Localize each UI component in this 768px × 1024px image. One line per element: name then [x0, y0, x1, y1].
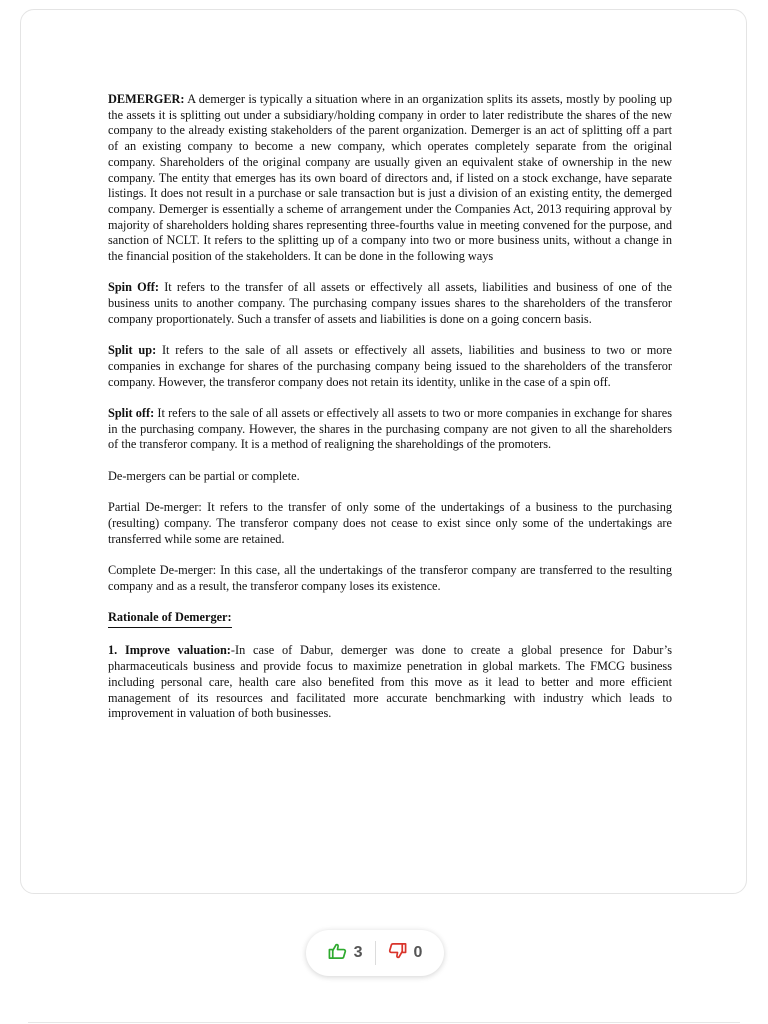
split-up-title: Split up:	[108, 343, 157, 358]
spin-off-paragraph	[108, 280, 672, 327]
partial-or-complete-paragraph: De-mergers can be partial or complete.	[108, 468, 300, 483]
partial-demerger-paragraph: Partial De-merger: It refers to the transfer of only some of the undertakings of a business to the purchasing (resulting) company. The transferor company does not cease to exist since only some of the undertakings are transferred while some are retained.	[108, 500, 672, 546]
spin-off-title: Spin Off:	[108, 280, 159, 295]
demerger-title: DEMERGER:	[108, 92, 185, 106]
upvote-count: 3	[353, 944, 363, 961]
rationale-heading-paragraph	[108, 610, 672, 628]
rationale-heading: Rationale of Demerger:	[108, 610, 232, 628]
improve-valuation-text: -In case of Dabur, demerger was done to create a global presence for Dabur’s pharmaceuticals business and provide focus to maximize penetration in global markets. The FMCG business including personal care, health care also benefited from this move as it lead to better and more efficient management of its resources and facilitated more accurate benchmarking with industry which leads to improvement in valuation of both businesses.	[108, 643, 672, 721]
bottom-divider	[28, 1022, 740, 1023]
vote-widget	[306, 930, 444, 976]
document-body	[108, 92, 672, 738]
downvote-button[interactable]	[376, 942, 435, 965]
spin-off-text: It refers to the transfer of all assets or effectively all assets, liabilities and business of one of the business units to another company. The purchasing company issues shares to the shareholders of the transferor company proportionately. Such a transfer of assets and liabilities is done on a going concern basis.	[108, 280, 673, 326]
split-off-paragraph	[108, 406, 672, 453]
split-off-title: Split off:	[108, 406, 155, 421]
thumbs-up-icon	[328, 942, 347, 965]
split-up-text: It refers to the sale of all assets or effectively all assets, liabilities and business to two or more companies in exchange for shares of the purchasing company being issued to the shareholders of the transferor company. However, the transferor company does not retain its identity, unlike in the case of a spin off.	[108, 343, 672, 389]
complete-demerger-paragraph: Complete De-merger: In this case, all the undertakings of the transferor company are transferred to the resulting company and as a result, the transferor company loses its existence.	[108, 563, 672, 593]
demerger-text: A demerger is typically a situation where in an organization splits its assets, mostly by pooling up the assets it is splitting out under a subsidiary/holding company in order to later redistribute the shares of the new company to the already existing stakeholders of the parent organization. Demerger is an act of splitting off a part of an existing company to become a new company, which operates completely separate from the original company. Shareholders of the original company are usually given an equivalent stake of ownership in the new company. The entity that emerges has its own board of directors and, if listed on a stock exchange, have separate listings. It does not result in a purchase or sale transaction but is just a division of an existing entity, the demerged company. Demerger is essentially a scheme of arrangement under the Companies Act, 2013 requiring approval by majority of shareholders holding shares representing three-fourths value in meeting convened for the purpose, and sanction of NCLT. It refers to the splitting up of a company into two or more business units, without a change in the financial position of the stakeholders. It can be done in the following ways	[108, 92, 672, 264]
demerger-paragraph	[108, 92, 672, 265]
split-up-paragraph	[108, 343, 672, 390]
thumbs-down-icon	[388, 942, 407, 965]
split-off-text: It refers to the sale of all assets or effectively all assets to two or more companies in exchange for shares in the purchasing company. However, the shares in the purchasing company are not given to all the shareholders of the transferor company. It is a method of realigning the shareholdings of the promoters.	[108, 406, 672, 452]
improve-valuation-paragraph	[108, 643, 672, 722]
downvote-count: 0	[413, 944, 423, 961]
improve-valuation-title: 1. Improve valuation:	[108, 643, 231, 658]
upvote-button[interactable]	[316, 942, 375, 965]
